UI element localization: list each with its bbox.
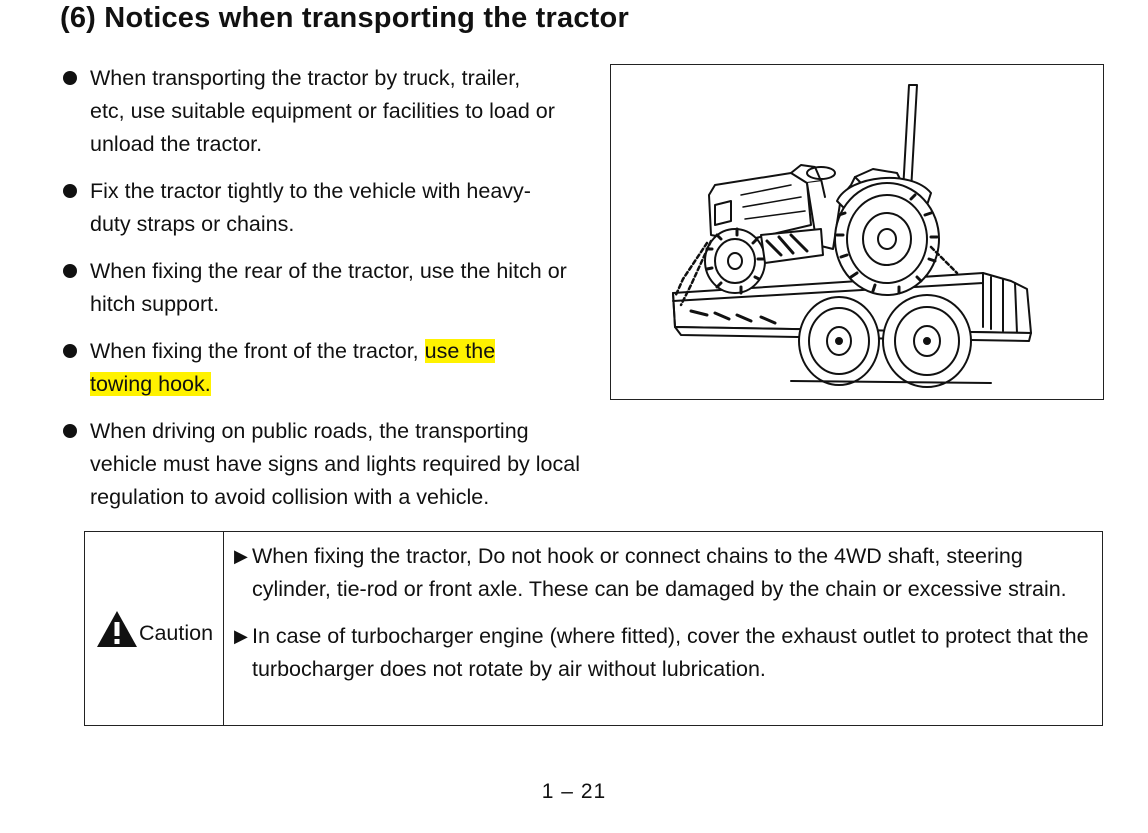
bullet-text-plain: When fixing the front of the tractor, <box>90 339 425 363</box>
bullet-list <box>60 62 590 528</box>
bullet-item <box>60 415 590 514</box>
bullet-dot-icon <box>63 184 77 198</box>
caution-item-text: When fixing the tractor, Do not hook or connect chains to the 4WD shaft, steering cylinder, tie-rod or front axle. These can be damaged by the chain or excessive strain. <box>252 544 1067 601</box>
caution-item <box>234 540 1092 606</box>
right-triangle-icon: ▶ <box>234 626 248 646</box>
bullet-dot-icon <box>63 71 77 85</box>
bullet-text <box>90 335 530 401</box>
trailer-wheel-left <box>799 297 879 385</box>
caution-item-text: In case of turbocharger engine (where fitted), cover the exhaust outlet to protect that the turbocharger does not rotate by air without lubrication. <box>252 624 1089 681</box>
caution-item <box>234 620 1092 686</box>
tractor-rear-wheel <box>835 183 939 295</box>
warning-triangle-icon <box>95 609 139 649</box>
tractor-on-trailer-illustration <box>611 65 1105 401</box>
caution-label: Caution <box>138 621 214 645</box>
trailer-wheel-right <box>883 295 971 387</box>
bullet-dot-icon <box>63 344 77 358</box>
bullet-dot-icon <box>63 424 77 438</box>
bullet-item <box>60 255 590 321</box>
page-number: 1 – 21 <box>541 780 607 803</box>
bullet-text: When transporting the tractor by truck, trailer, etc, use suitable equipment or facilities to load or unload the tractor. <box>90 66 555 156</box>
caution-items <box>224 532 1102 725</box>
tractor-front-wheel <box>705 229 765 293</box>
bullet-text: Fix the tractor tightly to the vehicle with heavy-duty straps or chains. <box>90 179 531 236</box>
bullet-text: When fixing the rear of the tractor, use the hitch or hitch support. <box>90 259 567 316</box>
bullet-text: When driving on public roads, the transporting vehicle must have signs and lights required by local regulation to avoid collision with a vehicle. <box>90 419 580 509</box>
bullet-dot-icon <box>63 264 77 278</box>
caution-box <box>84 531 1103 726</box>
bullet-item <box>60 335 590 401</box>
bullet-item <box>60 62 590 161</box>
right-triangle-icon: ▶ <box>234 546 248 566</box>
bullet-item <box>60 175 590 241</box>
caution-label-cell <box>85 532 224 725</box>
page-title: (6) Notices when transporting the tractor <box>60 2 629 34</box>
tractor-figure <box>610 64 1104 400</box>
highlighted-text: use the towing hook. <box>90 339 496 396</box>
